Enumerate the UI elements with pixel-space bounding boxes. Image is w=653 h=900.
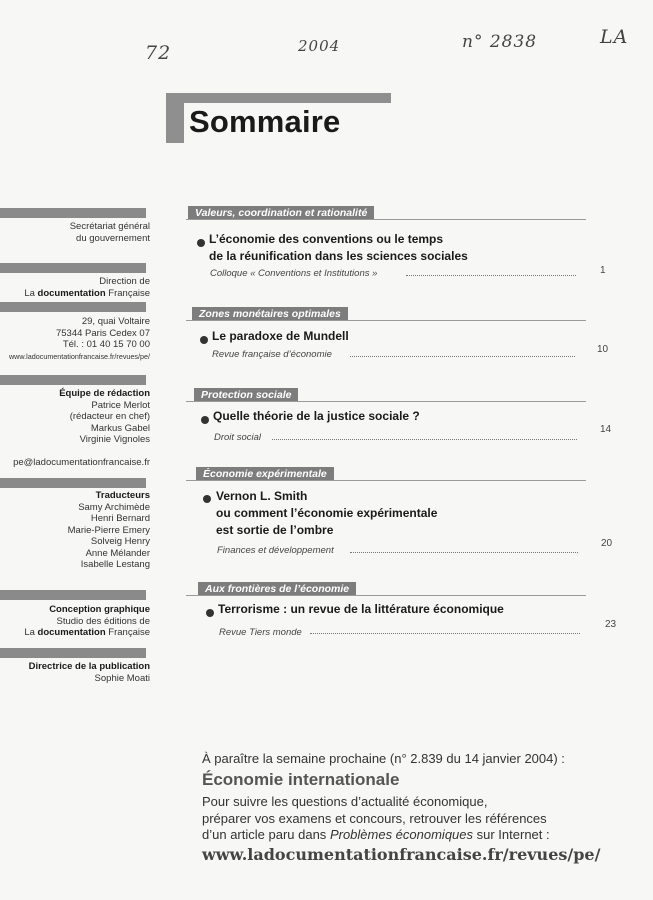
sidebar-divider bbox=[0, 375, 146, 385]
section-rule bbox=[186, 320, 586, 321]
section-rule bbox=[186, 595, 586, 596]
sidebar-divider bbox=[0, 478, 146, 488]
traducteurs-block bbox=[0, 490, 150, 571]
section-label: Valeurs, coordination et rationalité bbox=[188, 206, 374, 220]
direction-line: Direction de bbox=[99, 276, 150, 287]
bullet-icon bbox=[200, 336, 208, 344]
page-number: 20 bbox=[601, 538, 613, 549]
handwritten-note-year: 2004 bbox=[298, 37, 341, 55]
article-source: Revue française d’économie bbox=[212, 349, 332, 360]
article-title[interactable]: Le paradoxe de Mundell bbox=[212, 329, 349, 343]
bullet-icon bbox=[201, 416, 209, 424]
bullet-icon bbox=[203, 495, 211, 503]
bullet-icon bbox=[206, 609, 214, 617]
bullet-icon bbox=[197, 239, 205, 247]
leader-dots bbox=[406, 274, 576, 276]
directrice-heading: Directrice de la publication bbox=[28, 661, 150, 672]
section-rule bbox=[186, 219, 586, 220]
page-title: Sommaire bbox=[189, 104, 341, 139]
sgg-block bbox=[0, 221, 150, 244]
publisher-name: La documentation Française bbox=[24, 287, 150, 299]
phone-line: Tél. : 01 40 15 70 00 bbox=[62, 339, 150, 350]
next-issue-url[interactable]: www.ladocumentationfrancaise.fr/revues/pe/ bbox=[202, 844, 601, 864]
traducteur: Henri Bernard bbox=[90, 513, 150, 524]
handwritten-note-initials: LA bbox=[600, 26, 629, 48]
article-source: Finances et développement bbox=[217, 545, 334, 556]
sidebar-divider bbox=[0, 590, 146, 600]
section-label: Zones monétaires optimales bbox=[192, 307, 348, 321]
traducteur: Anne Mélander bbox=[85, 547, 150, 559]
page-number: 1 bbox=[600, 265, 606, 276]
page-number: 14 bbox=[600, 424, 612, 435]
article-title[interactable]: L’économie des conventions ou le temps de la réunification dans les sciences sociales bbox=[209, 232, 468, 263]
leader-dots bbox=[272, 438, 577, 440]
email-link[interactable]: pe@ladocumentationfrancaise.fr bbox=[13, 457, 150, 468]
sgg-line: Secrétariat général bbox=[69, 221, 150, 232]
direction-block bbox=[0, 276, 150, 299]
section-label: Économie expérimentale bbox=[196, 467, 334, 481]
sidebar-divider bbox=[0, 263, 146, 273]
article-title[interactable]: Terrorisme : un revue de la littérature économique bbox=[218, 602, 504, 616]
next-issue-intro: À paraître la semaine prochaine (n° 2.839 du 14 janvier 2004) : bbox=[202, 751, 565, 766]
page-number: 23 bbox=[605, 619, 617, 630]
sidebar-divider bbox=[0, 208, 146, 218]
sidebar-divider bbox=[0, 302, 146, 312]
next-issue-body: Pour suivre les questions d’actualité économique, préparer vos examens et concours, retrouver les références d’un article paru dans Problèmes économiques sur Internet : bbox=[202, 794, 550, 842]
leader-dots bbox=[310, 632, 580, 634]
traducteur: Isabelle Lestang bbox=[80, 559, 150, 570]
traducteur: Solveig Henry bbox=[90, 536, 150, 547]
section-label: Aux frontières de l’économie bbox=[198, 582, 356, 596]
publisher-name: La documentation Française bbox=[24, 627, 150, 638]
website-link[interactable]: www.ladocumentationfrancaise.fr/revues/pe/ bbox=[8, 351, 150, 361]
article-title[interactable]: Quelle théorie de la justice sociale ? bbox=[213, 409, 420, 423]
page-number: 10 bbox=[597, 344, 609, 355]
redaction-heading: Équipe de rédaction bbox=[59, 388, 150, 399]
section-rule bbox=[186, 480, 586, 481]
next-issue-block bbox=[202, 750, 642, 866]
conception-block bbox=[0, 604, 150, 639]
address-line: 29, quai Voltaire bbox=[81, 316, 150, 327]
conception-heading: Conception graphique bbox=[49, 604, 150, 615]
sgg-line: du gouvernement bbox=[76, 232, 150, 244]
article-title[interactable]: Vernon L. Smith ou comment l’économie expérimentale est sortie de l’ombre bbox=[216, 489, 438, 537]
handwritten-note-number: 72 bbox=[145, 42, 172, 64]
redaction-member: Patrice Merlot bbox=[91, 399, 150, 411]
directrice-block bbox=[0, 661, 150, 684]
article-source: Colloque « Conventions et Institutions » bbox=[210, 268, 378, 279]
redaction-member: Virginie Vignoles bbox=[79, 434, 150, 445]
article-source: Droit social bbox=[214, 432, 261, 443]
traducteurs-heading: Traducteurs bbox=[95, 490, 150, 501]
redaction-block bbox=[0, 388, 150, 446]
section-label: Protection sociale bbox=[194, 388, 298, 402]
conception-line: Studio des éditions de bbox=[56, 615, 150, 627]
next-issue-title: Économie internationale bbox=[202, 770, 400, 789]
leader-dots bbox=[350, 551, 578, 553]
address-block bbox=[0, 316, 150, 362]
traducteur: Marie-Pierre Emery bbox=[67, 524, 150, 536]
title-bar bbox=[166, 93, 391, 103]
directrice-name: Sophie Moati bbox=[94, 672, 150, 684]
title-tick bbox=[166, 103, 184, 143]
article-source: Revue Tiers monde bbox=[219, 627, 302, 638]
redaction-member: (rédacteur en chef) bbox=[69, 411, 150, 422]
handwritten-note-issue: n° 2838 bbox=[462, 32, 538, 52]
sidebar-divider bbox=[0, 648, 146, 658]
section-rule bbox=[186, 401, 586, 402]
leader-dots bbox=[350, 355, 575, 357]
redaction-member: Markus Gabel bbox=[90, 422, 150, 434]
address-line: 75344 Paris Cedex 07 bbox=[55, 327, 150, 339]
traducteur: Samy Archimède bbox=[78, 501, 150, 513]
